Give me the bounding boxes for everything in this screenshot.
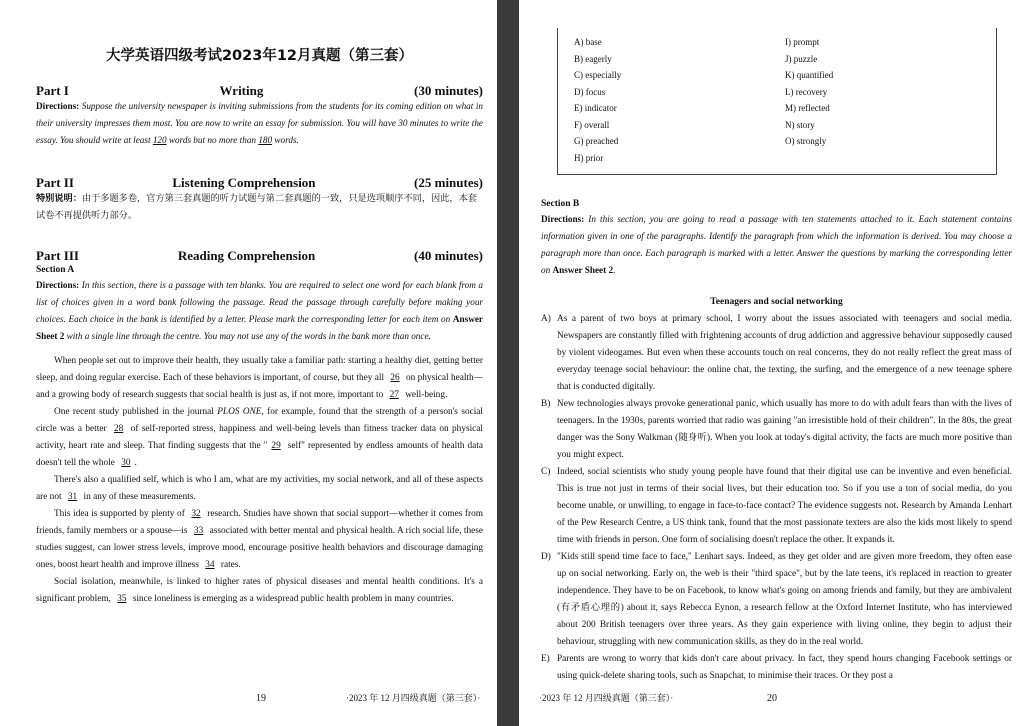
blank-34: 34	[205, 560, 215, 570]
max-words: 180	[258, 135, 273, 145]
part1-topic: Writing	[219, 83, 264, 98]
part3-time: (40 minutes)	[414, 248, 483, 263]
dir-text: Suppose the university newspaper is inviting submissions from the students for its coming edition on what in their university impresses them most. You are now to write an essay for submission. You will have 30 minutes to write the essay. You should write at least	[36, 101, 483, 145]
passage-paragraph-5	[36, 574, 483, 608]
part1-name: Part I	[36, 83, 69, 98]
section-b-directions	[541, 211, 1012, 279]
word-bank-right-column	[785, 34, 996, 166]
passage-text: One recent study published in the journal	[54, 407, 218, 417]
passage-text: in any of these measurements.	[81, 492, 196, 502]
page-gutter	[497, 0, 519, 726]
word-bank-option: H) prior	[574, 152, 604, 163]
left-page	[0, 0, 497, 726]
word-bank-option: N) story	[785, 119, 815, 130]
word-bank-option: B) eagerly	[574, 53, 612, 64]
passage-paragraph-1	[36, 353, 483, 404]
word-bank-option: G) preached	[574, 136, 619, 146]
dir-text: .	[613, 265, 616, 275]
passage-text: , for example, found that the strength of a person's social circle was a better	[36, 407, 484, 434]
word-bank-option: F) overall	[574, 119, 610, 130]
page-number: 20	[767, 693, 777, 704]
section-b-label: Section B	[541, 199, 580, 209]
answer-sheet: Answer Sheet 2	[36, 314, 483, 341]
passage-text: well-being.	[402, 390, 448, 400]
blank-32: 32	[191, 509, 201, 519]
word-bank-option: A) base	[574, 37, 602, 47]
passage-text: When people set out to improve their health, they usually take a familiar path: starting a healthy diet, getting better sleep, and doing regular exercise. Each of these behaviors is important, of course, but they all	[36, 356, 483, 383]
passage-text: rates.	[218, 560, 241, 570]
lettered-paragraph-d	[541, 549, 1012, 651]
paragraph-letter: B)	[541, 399, 551, 409]
dir-text: In this section, there is a passage with ten blanks. You are required to select one word for each blank from a list of choices given in a word bank following the passage. Read the passage through carefully before making your choices. Each choice in the bank is identified by a letter. Please mark the corresponding letter for each item on	[36, 280, 483, 324]
paragraph-text: Indeed, social scientists who study young people have found that their digital use can be inventive and even beneficial. This is true not just in terms of their social lives, but their education too. So if you use a ton of social media, do you become unable, or unwilling, to engage in face-to-face contact? The evidence suggests not. Research by Amanda Lenhart of the Pew Research Centre, a US think tank, found that the most passionate texters are also the kids most likely to spend time with friends in person. One form of socialising doesn't replace the other. It expands it.	[557, 467, 1012, 545]
part1-heading	[36, 83, 483, 98]
lettered-paragraph-c	[541, 464, 1012, 549]
dir-text: words.	[272, 135, 299, 145]
paragraph-letter: E)	[541, 654, 550, 664]
page-number: 19	[256, 693, 266, 704]
page-footer: ·2023 年 12 月四级真题（第三套）·	[539, 693, 674, 703]
dir-text: In this section, you are going to read a passage with ten statements attached to it. Each statement contains information given in one of the paragraphs. Identify the paragraph from which the information is derived. You may choose a paragraph more than once. Each paragraph is marked with a letter. Answer the questions by marking the corresponding letter on	[541, 214, 1012, 275]
part2-name: Part II	[36, 175, 74, 190]
passage-text: since loneliness is emerging as a widespread public health problem in many countries.	[130, 594, 454, 604]
part2-note	[36, 190, 483, 224]
word-bank-option: I) prompt	[785, 37, 820, 47]
passage-text: .	[134, 458, 137, 468]
passage-text: There's also a qualified self, which is who I am, what are my activities, my social network, and all of these aspects are not	[36, 475, 483, 502]
passage-text: of self-reported stress, happiness and well-being levels than fitness tracker data on physical activity, heart rate and sleep. That finding suggests that the "	[36, 424, 484, 451]
section-a-label: Section A	[36, 265, 75, 275]
paragraph-letter: D)	[541, 552, 551, 562]
dir-text: with a single line through the centre. You may not use any of the words in the bank more than once.	[64, 331, 431, 341]
word-bank-option: L) recovery	[785, 86, 828, 97]
answer-sheet: Answer Sheet 2	[552, 265, 614, 275]
word-bank-option: O) strongly	[785, 136, 827, 146]
word-bank	[557, 28, 997, 175]
passage-paragraph-4	[36, 506, 483, 574]
lettered-paragraph-a	[541, 311, 1012, 396]
dir-label: Directions:	[541, 214, 585, 224]
part2-time: (25 minutes)	[414, 175, 483, 190]
part1-time: (30 minutes)	[414, 83, 483, 98]
right-page	[519, 0, 1024, 726]
word-bank-option: M) reflected	[785, 103, 830, 113]
passage-text: on physical health—and a growing body of research suggests that social health is just as, if not more, important to	[36, 373, 483, 400]
blank-30: 30	[121, 458, 131, 468]
part3-topic: Reading Comprehension	[177, 248, 316, 263]
part1-directions	[36, 98, 483, 149]
part3-name: Part III	[36, 248, 79, 263]
paragraph-letter: A)	[541, 314, 551, 324]
word-bank-option: K) quantified	[785, 70, 834, 80]
passage-paragraph-2	[36, 404, 483, 472]
blank-31: 31	[67, 492, 78, 502]
part2-heading	[36, 175, 483, 190]
word-bank-option: J) puzzle	[785, 53, 818, 64]
word-bank-option: E) indicator	[574, 103, 617, 113]
passage-title: Teenagers and social networking	[710, 297, 843, 307]
min-words: 120	[152, 135, 167, 145]
passage-text: This idea is supported by plenty of	[54, 509, 188, 519]
lettered-paragraph-e	[541, 651, 1012, 685]
paragraph-text: As a parent of two boys at primary school, I worry about the issues associated with teenagers and social media. Newspapers are constantly filled with frightening accounts of drug addiction and aggressive behaviour supposedly caused by violent videogames. But even when these accounts touch on real concerns, they do not really reflect the great mass of everyday teenage social behaviour: the online chat, the texting, the surfing, and the emergence of a new teenage sphere that is conducted digitally.	[557, 314, 1012, 392]
passage-text: self" represented by endless amounts of health data doesn't tell the whole	[36, 441, 483, 468]
journal-name: PLOS ONE	[217, 407, 262, 417]
paragraph-text: Parents are wrong to worry that kids don't care about privacy. In fact, they spend hours changing Facebook settings or using quick-delete sharing tools, such as Snapchat, to minimise their traces. Or they post a	[557, 654, 1012, 681]
word-bank-option: C) especially	[574, 70, 622, 80]
part3-directions	[36, 277, 483, 345]
page-footer: ·2023 年 12 月四级真题（第三套）·	[346, 693, 481, 703]
blank-33: 33	[193, 526, 204, 536]
document-title: 大学英语四级考试2023年12月真题（第三套）	[105, 48, 414, 64]
passage-text: associated with better mental and physical health. A rich social life, these studies suggest, can lower stress levels, improve mood, encourage positive health behaviors and discourage damaging ones, boost heart health and improve illness	[36, 526, 484, 570]
part2-topic: Listening Comprehension	[172, 175, 316, 190]
paragraph-letter: C)	[541, 467, 551, 477]
blank-29: 29	[271, 441, 281, 451]
dir-text: words but no more than	[166, 135, 259, 145]
blank-27: 27	[389, 390, 399, 400]
word-bank-option: D) focus	[574, 86, 606, 97]
word-bank-left-column	[574, 34, 785, 166]
paragraph-text: "Kids still spend time face to face," Lenhart says. Indeed, as they get older and are given more freedom, they often ease up on social networking. Early on, the web is their "third space", but by the late teens, it's replaced in reaction to greater independence. They have to be on Facebook, to know what's going on among friends and family, but they are ambivalent (有矛盾心理的) about it, says Rebecca Eynon, a research fellow at the Oxford Internet Institute, who has interviewed about 200 British teenagers over three years. As they gain experience with living online, they begin to adjust their behaviour, struggling with new communication skills, as they do in the real world.	[557, 552, 1012, 647]
note-text: 由于多题多卷，官方第三套真题的听力试题与第二套真题的一致，只是选项顺序不同，因此，本套试卷不再提供听力部分。	[36, 193, 477, 221]
note-label: 特别说明：	[36, 193, 82, 204]
passage-text: research. Studies have shown that social support—whether it comes from friends, family members or a spouse—is	[36, 509, 483, 536]
blank-35: 35	[117, 594, 127, 604]
blank-26: 26	[390, 373, 400, 383]
passage-text: Social isolation, meanwhile, is linked to higher rates of physical diseases and mental health conditions. It's a significant problem,	[36, 577, 483, 604]
dir-label: Directions:	[36, 101, 80, 111]
dir-label: Directions:	[36, 280, 80, 290]
blank-28: 28	[113, 424, 124, 434]
paragraph-text: New technologies always provoke generational panic, which usually has more to do with adult fears than with the lives of teenagers. In the 1930s, parents worried that radio was gaining "an irresistible hold of their children". In the 80s, the great danger was the Sony Walkman (随身听). When you look at today's digital activity, the facts are much more positive than you might expect.	[557, 399, 1012, 460]
part3-heading	[36, 248, 483, 263]
passage-paragraph-3	[36, 472, 483, 506]
lettered-paragraph-b	[541, 396, 1012, 464]
